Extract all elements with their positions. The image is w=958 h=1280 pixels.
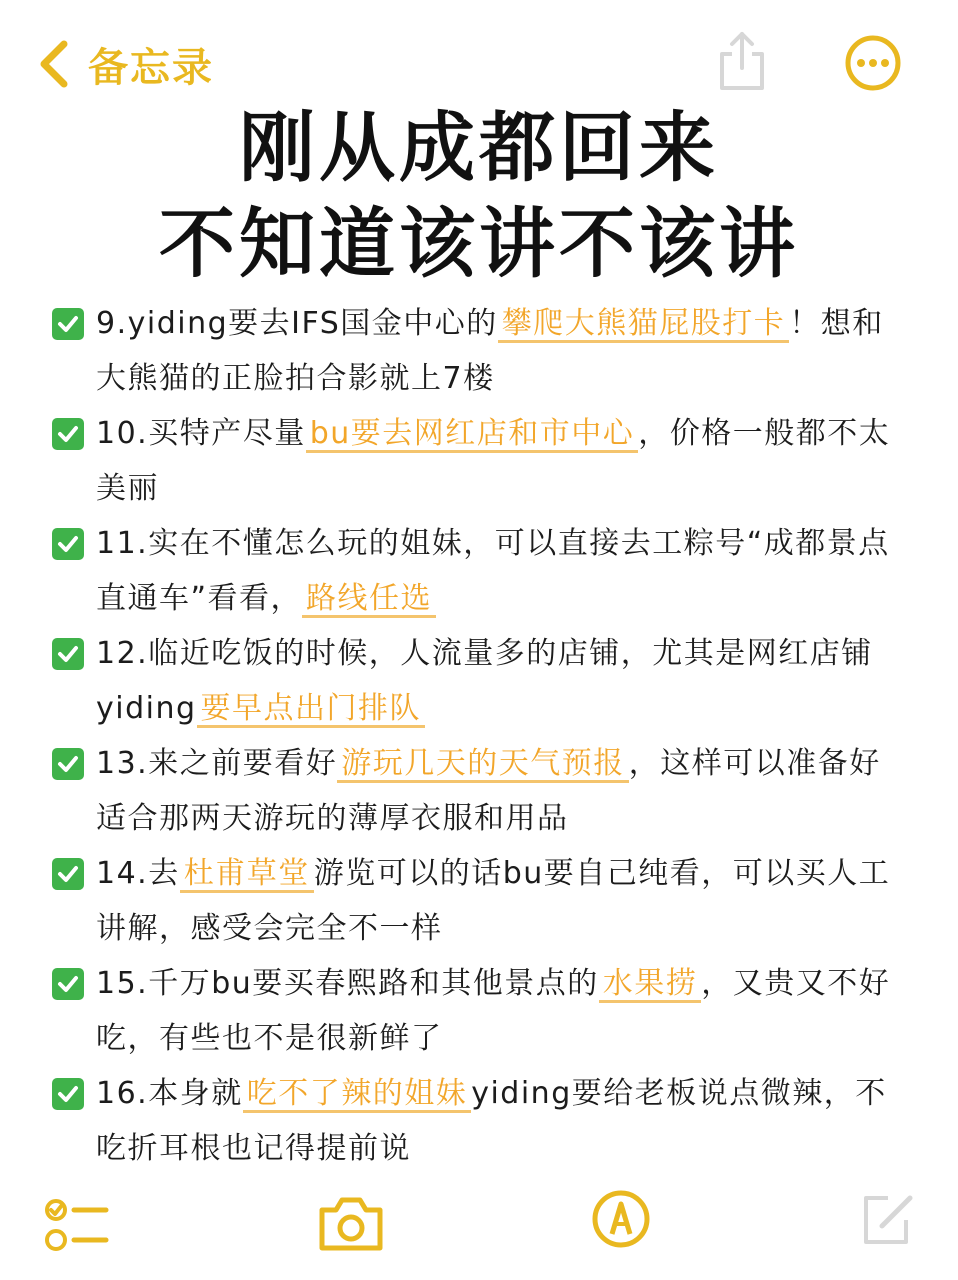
checkbox-checked[interactable] <box>52 638 84 670</box>
checklist-item <box>52 736 922 846</box>
item-text <box>96 406 910 516</box>
checkbox-checked[interactable] <box>52 748 84 780</box>
item-text-pre: 10.买特产尽量 <box>96 416 306 451</box>
item-highlight: 吃不了辣的姐妹 <box>243 1076 472 1113</box>
item-text-pre: 14.去 <box>96 856 180 891</box>
item-text <box>96 516 910 626</box>
item-text-post: 游览可以的话bu要自己纯看，可以买人工讲解，感受会完全不一样 <box>96 856 891 946</box>
checklist-item <box>52 1066 922 1176</box>
checkmark-icon <box>55 531 81 557</box>
item-text <box>96 296 910 406</box>
item-highlight: 杜甫草堂 <box>180 856 314 893</box>
back-label: 备忘录 <box>88 44 214 91</box>
share-icon[interactable] <box>714 28 770 94</box>
title-line-1: 刚从成都回来 <box>239 103 719 192</box>
item-highlight: 游玩几天的天气预报 <box>337 746 629 783</box>
item-text-post: ！想和大熊猫的正脸拍合影就上7楼 <box>96 306 884 396</box>
checkmark-icon <box>55 421 81 447</box>
camera-icon[interactable] <box>316 1194 386 1254</box>
bottom-toolbar <box>0 1180 958 1280</box>
compose-icon[interactable] <box>858 1190 918 1250</box>
item-highlight: bu要去网红店和市中心 <box>306 416 639 453</box>
item-highlight: 水果捞 <box>599 966 702 1003</box>
pen-markup-icon[interactable] <box>590 1188 652 1250</box>
checklist-item <box>52 516 922 626</box>
checklist-item <box>52 296 922 406</box>
checkmark-icon <box>55 311 81 337</box>
ellipsis-circle-icon[interactable] <box>844 34 902 92</box>
item-text <box>96 846 910 956</box>
item-text <box>96 626 910 736</box>
note-title <box>0 100 958 292</box>
checklist-icon[interactable] <box>44 1194 110 1256</box>
item-text-pre: 16.本身就 <box>96 1076 243 1111</box>
item-text-pre: 15.千万bu要买春熙路和其他景点的 <box>96 966 599 1001</box>
navigation-bar <box>0 0 958 110</box>
item-highlight: 路线任选 <box>302 581 436 618</box>
item-text-post: yiding要给老板说点微辣，不吃折耳根也记得提前说 <box>96 1076 887 1166</box>
checkbox-checked[interactable] <box>52 418 84 450</box>
item-text-pre: 11.实在不懂怎么玩的姐妹，可以直接去工粽号“成都景点直通车”看看， <box>96 526 890 616</box>
item-text-post: ，价格一般都不太美丽 <box>96 416 891 506</box>
item-text-pre: 12.临近吃饭的时候，人流量多的店铺，尤其是网红店铺yiding <box>96 636 873 726</box>
item-text-post: ，这样可以准备好适合那两天游玩的薄厚衣服和用品 <box>96 746 881 836</box>
chevron-left-icon <box>34 38 74 90</box>
item-highlight: 攀爬大熊猫屁股打卡 <box>498 306 790 343</box>
checkbox-checked[interactable] <box>52 968 84 1000</box>
checkmark-icon <box>55 641 81 667</box>
item-text <box>96 736 910 846</box>
item-text <box>96 956 910 1066</box>
checklist-item <box>52 406 922 516</box>
item-text-pre: 9.yiding要去IFS国金中心的 <box>96 306 498 341</box>
checkbox-checked[interactable] <box>52 528 84 560</box>
back-button[interactable] <box>34 36 214 92</box>
title-line-2: 不知道该讲不该讲 <box>159 199 799 288</box>
checklist <box>52 296 922 1176</box>
checklist-item <box>52 956 922 1066</box>
checkmark-icon <box>55 971 81 997</box>
checkbox-checked[interactable] <box>52 1078 84 1110</box>
checklist-item <box>52 846 922 956</box>
item-text-pre: 13.来之前要看好 <box>96 746 338 781</box>
item-text-post: ，又贵又不好吃，有些也不是很新鲜了 <box>96 966 891 1056</box>
checkbox-checked[interactable] <box>52 858 84 890</box>
checkbox-checked[interactable] <box>52 308 84 340</box>
checklist-item <box>52 626 922 736</box>
checkmark-icon <box>55 861 81 887</box>
item-highlight: 要早点出门排队 <box>197 691 426 728</box>
item-text <box>96 1066 910 1176</box>
checkmark-icon <box>55 1081 81 1107</box>
checkmark-icon <box>55 751 81 777</box>
